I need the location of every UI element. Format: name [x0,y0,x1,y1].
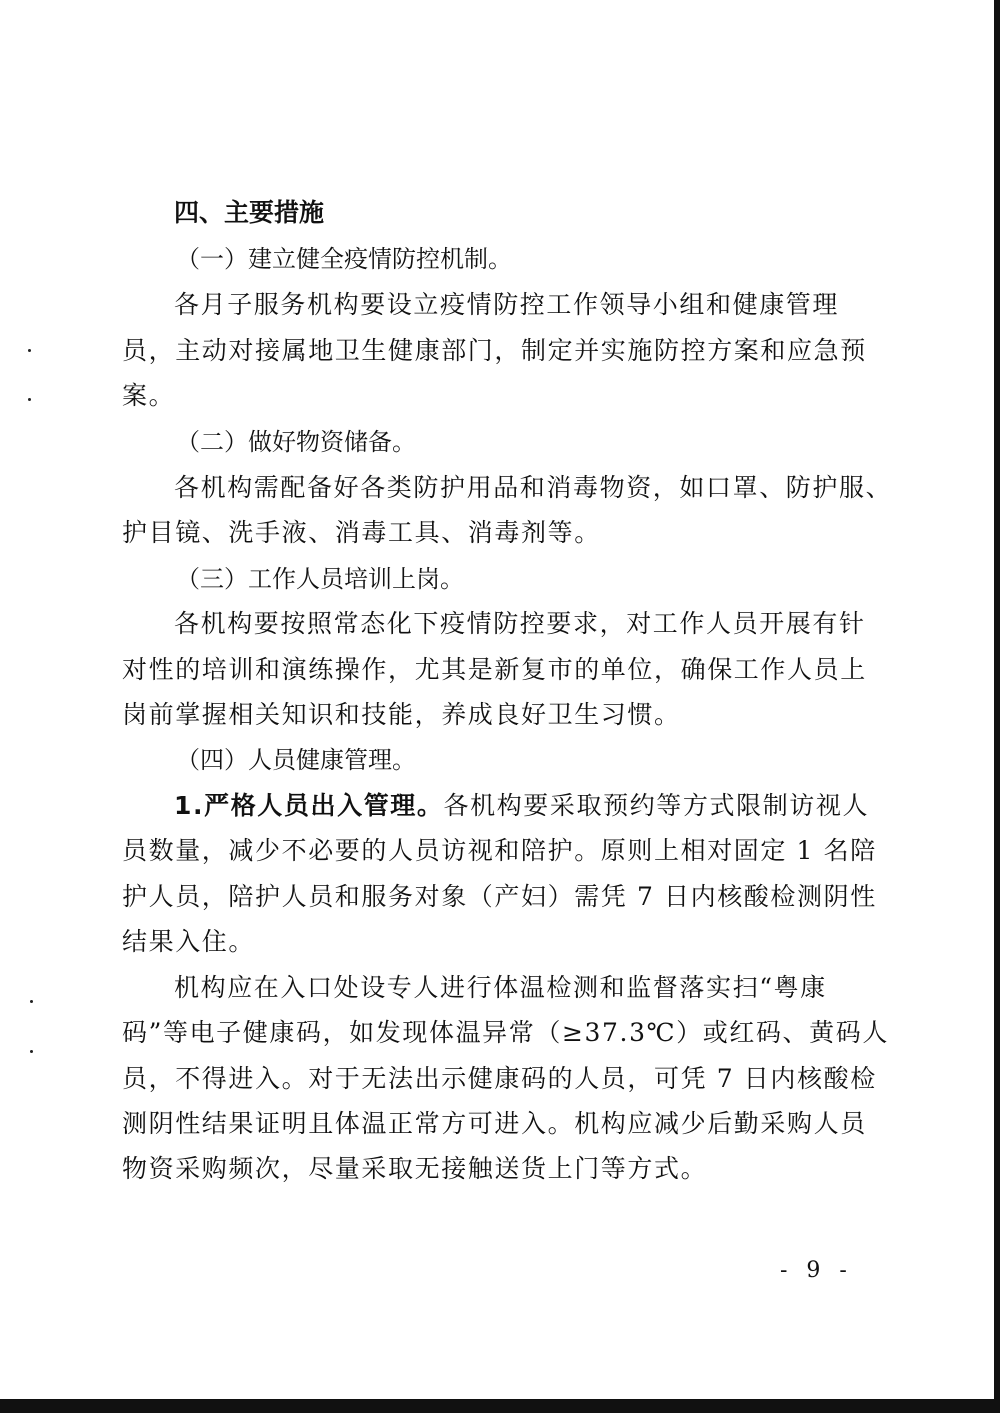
subsection-title-3: （三）工作人员培训上岗。 [176,565,464,593]
paragraph-line: 护目镜、洗手液、消毒工具、消毒剂等。 [122,518,601,547]
scan-speck [30,1050,33,1053]
paragraph-line: 结果入住。 [122,927,256,956]
scan-edge-bottom [0,1399,1000,1413]
paragraph-line: 员数量，减少不必要的人员访视和陪护。原则上相对固定 1 名陪 [122,836,877,865]
paragraph-line: 测阴性结果证明且体温正常方可进入。机构应减少后勤采购人员 [122,1109,867,1138]
page-number: - 9 - [780,1258,853,1283]
scan-edge-right [994,0,1000,1413]
subsection-title-2: （二）做好物资储备。 [176,428,416,456]
paragraph-line-lead [174,791,869,821]
paragraph-line: 各机构要按照常态化下疫情防控要求，对工作人员开展有针 [174,609,866,638]
paragraph-line: 码”等电子健康码，如发现体温异常（≥37.3℃）或红码、黄码人 [122,1018,889,1047]
item-lead-text: 1.严格人员出入管理。 [174,791,444,820]
paragraph-line: 物资采购频次，尽量采取无接触送货上门等方式。 [122,1154,708,1183]
paragraph-line: 各月子服务机构要设立疫情防控工作领导小组和健康管理 [174,290,840,319]
paragraph-line: 案。 [122,381,176,410]
scan-speck [28,398,31,401]
paragraph-line: 员，不得进入。对于无法出示健康码的人员，可凭 7 日内核酸检 [122,1064,877,1093]
subsection-title-4: （四）人员健康管理。 [176,746,416,774]
scan-speck [28,349,31,352]
scan-speck [30,1000,33,1003]
item-body-text: 各机构要采取预约等方式限制访视人 [443,791,870,820]
paragraph-line: 各机构需配备好各类防护用品和消毒物资，如口罩、防护服、 [174,473,893,502]
section-heading: 四、主要措施 [174,198,325,227]
paragraph-line: 员，主动对接属地卫生健康部门，制定并实施防控方案和应急预 [122,336,867,365]
paragraph-line: 机构应在入口处设专人进行体温检测和监督落实扫“粤康 [174,973,827,1002]
paragraph-line: 对性的培训和演练操作，尤其是新复市的单位，确保工作人员上 [122,655,867,684]
paragraph-line: 护人员，陪护人员和服务对象（产妇）需凭 7 日内核酸检测阴性 [122,882,877,911]
subsection-title-1: （一）建立健全疫情防控机制。 [176,245,512,273]
paragraph-line: 岗前掌握相关知识和技能，养成良好卫生习惯。 [122,700,681,729]
